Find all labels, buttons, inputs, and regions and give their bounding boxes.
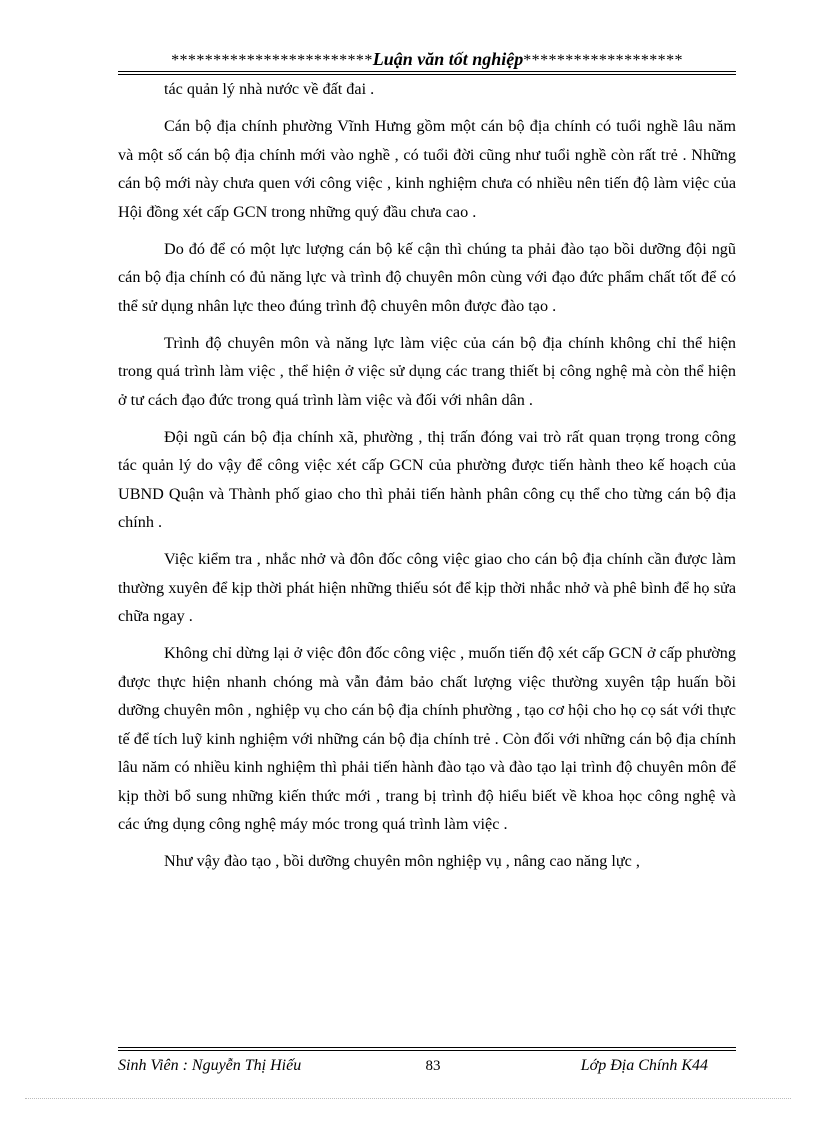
paragraph: Việc kiểm tra , nhắc nhở và đôn đốc công việc giao cho cán bộ địa chính cần được làm thường xuyên để kịp thời phát hiện những thiếu sót để kịp thời nhắc nhở và phê bình để họ sửa chữa ngay . bbox=[118, 550, 736, 625]
paragraph: Như vậy đào tạo , bồi dưỡng chuyên môn nghiệp vụ , nâng cao năng lực , bbox=[164, 852, 640, 870]
footer-rule-bottom bbox=[118, 1050, 736, 1051]
body-text bbox=[118, 75, 736, 884]
page-bottom-dotted-line bbox=[25, 1098, 791, 1099]
header-title: Luận văn tốt nghiệp bbox=[372, 49, 524, 69]
footer-student-name: Sinh Viên : Nguyễn Thị Hiếu bbox=[118, 1057, 302, 1074]
footer-class-name: Lớp Địa Chính K44 bbox=[580, 1057, 708, 1074]
page-header bbox=[118, 48, 736, 70]
header-stars-right: ******************* bbox=[523, 52, 683, 69]
page-footer bbox=[118, 1055, 736, 1077]
paragraph: Đội ngũ cán bộ địa chính xã, phường , thị trấn đóng vai trò rất quan trọng trong công tác quản lý do vậy để công việc xét cấp GCN của phường được tiến hành theo kế hoạch của UBND Quận và Thành phố giao cho thì phải tiến hành phân công cụ thể cho từng cán bộ địa chính . bbox=[118, 427, 736, 531]
paragraph: Không chỉ dừng lại ở việc đôn đốc công việc , muốn tiến độ xét cấp GCN ở cấp phường được thực hiện nhanh chóng mà vẫn đảm bảo chất lượng việc thường xuyên tập huấn bồi dưỡng chuyên môn , nghiệp vụ cho cán bộ địa chính phường , tạo cơ hội cho họ cọ sát với thực tế để tích luỹ kinh nghiệm với những cán bộ địa chính trẻ . Còn đối với những cán bộ địa chính lâu năm có nhiều kinh nghiệm thì phải tiến hành đào tạo và đào tạo lại trình độ chuyên môn để kịp thời bổ sung những kiến thức mới , trang bị trình độ hiểu biết về khoa học công nghệ và các ứng dụng công nghệ máy móc trong quá trình làm việc . bbox=[118, 644, 736, 833]
paragraph-continuation: tác quản lý nhà nước về đất đai . bbox=[164, 80, 375, 98]
header-stars-left: ************************ bbox=[171, 52, 373, 69]
paragraph: Cán bộ địa chính phường Vĩnh Hưng gồm một cán bộ địa chính có tuổi nghề lâu năm và một số cán bộ địa chính mới vào nghề , có tuổi đời cũng như tuổi nghề còn rất trẻ . Những cán bộ mới này chưa quen với công việc , kinh nghiệm chưa có nhiều nên tiến độ làm việc của Hội đồng xét cấp GCN trong những quý đầu chưa cao . bbox=[118, 117, 736, 221]
header-rule-top bbox=[118, 71, 736, 72]
paragraph: Trình độ chuyên môn và năng lực làm việc của cán bộ địa chính không chỉ thể hiện trong quá trình làm việc , thể hiện ở việc sử dụng các trang thiết bị công nghệ mà còn thể hiện ở tư cách đạo đức trong quá trình làm việc và đối với nhân dân . bbox=[118, 333, 736, 409]
paragraph: Do đó để có một lực lượng cán bộ kế cận thì chúng ta phải đào tạo bồi dưỡng đội ngũ cán bộ địa chính có đủ năng lực và trình độ chuyên môn cùng với đạo đức phẩm chất tốt để có thể sử dụng nhân lực theo đúng trình độ chuyên môn được đào tạo . bbox=[118, 239, 736, 315]
footer-rule-top bbox=[118, 1047, 736, 1048]
page-number: 83 bbox=[425, 1058, 441, 1074]
